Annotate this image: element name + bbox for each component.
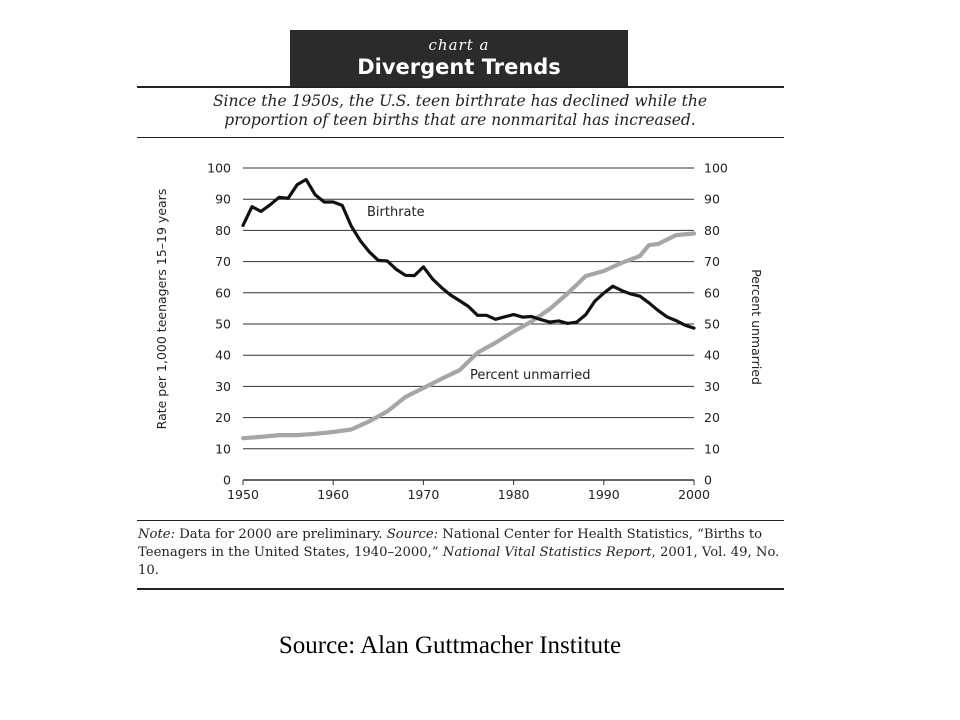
note-text: Data for 2000 are preliminary. xyxy=(175,527,387,542)
series-lines xyxy=(243,180,694,439)
y-left-tick-label: 70 xyxy=(215,254,231,270)
y-right-tick-label: 0 xyxy=(704,472,712,488)
x-tick-label: 2000 xyxy=(678,487,710,502)
percent-unmarried-line xyxy=(243,234,694,439)
y-right-tick-label: 20 xyxy=(704,410,720,426)
y-left-tick-label: 80 xyxy=(215,222,231,238)
unmarried-label: Percent unmarried xyxy=(470,368,591,383)
y-right-tick-label: 70 xyxy=(704,254,720,270)
birthrate-label: Birthrate xyxy=(367,205,425,220)
source-label: Source: xyxy=(386,527,439,542)
x-tick-label: 1980 xyxy=(497,487,530,502)
y-right-tick-label: 80 xyxy=(704,222,720,238)
subtitle-line-2: proportion of teen births that are nonmarital has increased. xyxy=(224,111,696,129)
y-right-tick-label: 90 xyxy=(704,191,720,207)
y-left-tick-label: 40 xyxy=(215,347,231,363)
y-right-tick-label: 100 xyxy=(704,160,728,176)
publication-name: National Vital Statistics Report xyxy=(442,545,652,560)
y-right-tick-label: 60 xyxy=(704,285,720,301)
x-tick-label: 1960 xyxy=(317,487,350,502)
y-right-tick-label: 30 xyxy=(704,378,720,394)
note-bottom-rule xyxy=(137,588,784,590)
x-tick-label: 1990 xyxy=(587,487,620,502)
y-axis-left-title: Rate per 1,000 teenagers 15–19 years xyxy=(154,188,169,430)
y-left-tick-label: 0 xyxy=(223,472,231,488)
y-left-tick-label: 100 xyxy=(207,160,231,176)
y-left-tick-label: 20 xyxy=(215,410,231,426)
footer-source: Source: Alan Guttmacher Institute xyxy=(278,632,622,659)
tick-labels xyxy=(207,161,728,503)
chart-note xyxy=(138,526,788,580)
y-axis-right-title: Percent unmarried xyxy=(749,269,764,385)
chart-title: Divergent Trends xyxy=(357,55,561,79)
note-label: Note: xyxy=(138,527,176,542)
y-right-tick-label: 50 xyxy=(704,316,720,332)
chart-kicker: chart a xyxy=(428,36,490,54)
y-right-tick-label: 10 xyxy=(704,441,720,457)
birthrate-line xyxy=(243,180,694,329)
x-tick-label: 1970 xyxy=(407,487,440,502)
subtitle-line-1: Since the 1950s, the U.S. teen birthrate has declined while the xyxy=(212,92,708,110)
source-text: National Center for Health Statistics, “Births to Teenagers in the United States, 1940–2000,” xyxy=(138,527,763,560)
publication-tail: , 2001, Vol. 49, No. 10. xyxy=(138,545,780,578)
y-left-tick-label: 30 xyxy=(215,378,231,394)
grid-lines xyxy=(243,168,694,485)
y-left-tick-label: 90 xyxy=(215,191,231,207)
x-tick-label: 1950 xyxy=(227,487,259,502)
note-top-rule xyxy=(137,520,784,521)
y-left-tick-label: 50 xyxy=(215,316,231,332)
y-left-tick-label: 10 xyxy=(215,441,231,457)
y-left-tick-label: 60 xyxy=(215,285,231,301)
y-right-tick-label: 40 xyxy=(704,347,720,363)
